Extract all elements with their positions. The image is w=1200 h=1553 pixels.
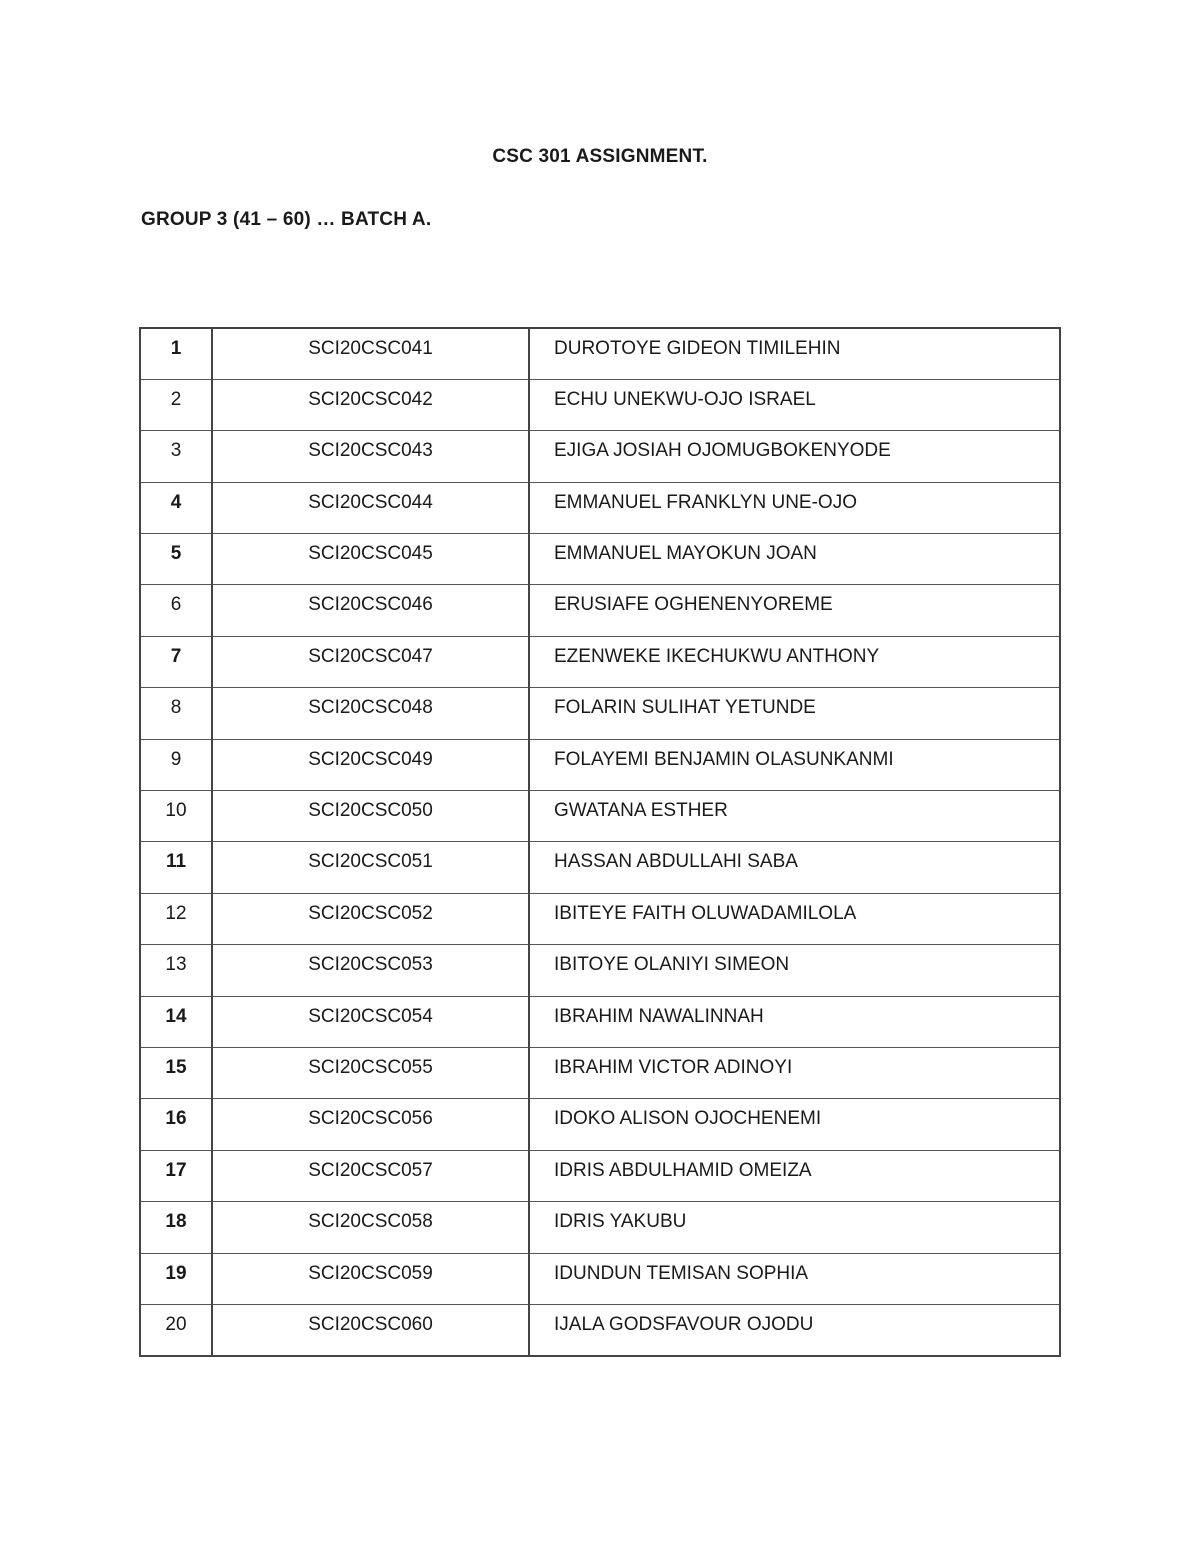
serial-number-cell bbox=[140, 996, 212, 1047]
student-name-cell bbox=[529, 431, 1060, 482]
serial-number-cell bbox=[140, 379, 212, 430]
serial-number-cell bbox=[140, 791, 212, 842]
student-name-cell bbox=[529, 1047, 1060, 1098]
student-name-text: HASSAN ABDULLAHI SABA bbox=[554, 851, 798, 873]
serial-number-cell bbox=[140, 1202, 212, 1253]
student-name-text: DUROTOYE GIDEON TIMILEHIN bbox=[554, 338, 841, 359]
student-name-text: ERUSIAFE OGHENENYOREME bbox=[554, 594, 833, 616]
student-name-cell bbox=[529, 1304, 1060, 1355]
table-row bbox=[140, 1150, 1060, 1201]
student-name-text: EZENWEKE IKECHUKWU ANTHONY bbox=[554, 645, 880, 667]
serial-number-text: 16 bbox=[165, 1108, 187, 1130]
student-name-text: IDUNDUN TEMISAN SOPHIA bbox=[554, 1262, 809, 1284]
serial-number-cell bbox=[140, 431, 212, 482]
matric-number-cell bbox=[212, 688, 529, 739]
matric-number-text: SCI20CSC041 bbox=[308, 338, 433, 359]
matric-number-cell bbox=[212, 893, 529, 944]
student-name-cell bbox=[529, 1253, 1060, 1304]
matric-number-cell bbox=[212, 1253, 529, 1304]
matric-number-cell bbox=[212, 534, 529, 585]
table-row bbox=[140, 945, 1060, 996]
serial-number-text: 15 bbox=[165, 1056, 187, 1078]
student-name-cell bbox=[529, 945, 1060, 996]
table-row bbox=[140, 1099, 1060, 1150]
serial-number-cell bbox=[140, 1047, 212, 1098]
serial-number-text: 5 bbox=[170, 543, 182, 565]
student-roster-table bbox=[139, 327, 1061, 1357]
serial-number-text: 19 bbox=[165, 1262, 187, 1284]
student-name-text: IDRIS ABDULHAMID OMEIZA bbox=[554, 1159, 812, 1181]
serial-number-cell bbox=[140, 534, 212, 585]
matric-number-cell bbox=[212, 585, 529, 636]
table-row bbox=[140, 1304, 1060, 1355]
matric-number-text: SCI20CSC056 bbox=[308, 1108, 433, 1130]
student-name-text: ECHU UNEKWU-OJO ISRAEL bbox=[554, 388, 816, 410]
matric-number-text: SCI20CSC043 bbox=[308, 440, 433, 462]
matric-number-cell bbox=[212, 431, 529, 482]
matric-number-text: SCI20CSC044 bbox=[308, 491, 433, 513]
matric-number-cell bbox=[212, 636, 529, 687]
table-row bbox=[140, 688, 1060, 739]
student-name-text: EMMANUEL FRANKLYN UNE-OJO bbox=[554, 491, 857, 513]
matric-number-text: SCI20CSC049 bbox=[308, 748, 433, 770]
matric-number-text: SCI20CSC046 bbox=[308, 594, 433, 616]
matric-number-cell bbox=[212, 1202, 529, 1253]
serial-number-cell bbox=[140, 636, 212, 687]
matric-number-text: SCI20CSC057 bbox=[308, 1159, 433, 1181]
serial-number-cell bbox=[140, 1099, 212, 1150]
table-row bbox=[140, 585, 1060, 636]
serial-number-text: 18 bbox=[165, 1211, 187, 1233]
serial-number-text: 12 bbox=[165, 902, 187, 924]
serial-number-text: 17 bbox=[165, 1159, 187, 1181]
student-name-text: IJALA GODSFAVOUR OJODU bbox=[554, 1313, 814, 1335]
table-row bbox=[140, 791, 1060, 842]
student-name-cell bbox=[529, 379, 1060, 430]
student-name-text: FOLARIN SULIHAT YETUNDE bbox=[554, 697, 816, 719]
serial-number-cell bbox=[140, 893, 212, 944]
matric-number-text: SCI20CSC054 bbox=[308, 1005, 433, 1027]
table-row bbox=[140, 739, 1060, 790]
serial-number-text: 2 bbox=[170, 388, 182, 410]
matric-number-cell bbox=[212, 996, 529, 1047]
table-row bbox=[140, 534, 1060, 585]
document-title: CSC 301 ASSIGNMENT. bbox=[492, 146, 708, 167]
matric-number-cell bbox=[212, 791, 529, 842]
student-name-cell bbox=[529, 482, 1060, 533]
matric-number-cell bbox=[212, 1150, 529, 1201]
matric-number-cell bbox=[212, 1047, 529, 1098]
roster-body bbox=[140, 328, 1060, 1356]
serial-number-text: 4 bbox=[170, 491, 182, 513]
serial-number-text: 7 bbox=[170, 645, 182, 667]
student-name-cell bbox=[529, 842, 1060, 893]
matric-number-cell bbox=[212, 842, 529, 893]
table-row bbox=[140, 379, 1060, 430]
serial-number-text: 14 bbox=[165, 1005, 187, 1027]
student-name-cell bbox=[529, 1150, 1060, 1201]
serial-number-cell bbox=[140, 945, 212, 996]
student-name-text: GWATANA ESTHER bbox=[554, 800, 728, 822]
serial-number-cell bbox=[140, 1253, 212, 1304]
table-row bbox=[140, 1202, 1060, 1253]
student-name-cell bbox=[529, 996, 1060, 1047]
serial-number-cell bbox=[140, 585, 212, 636]
student-name-cell bbox=[529, 1202, 1060, 1253]
student-name-cell bbox=[529, 688, 1060, 739]
student-name-text: IDRIS YAKUBU bbox=[554, 1211, 687, 1233]
serial-number-text: 11 bbox=[165, 851, 187, 873]
table-row bbox=[140, 636, 1060, 687]
serial-number-cell bbox=[140, 482, 212, 533]
serial-number-cell bbox=[140, 328, 212, 379]
serial-number-text: 20 bbox=[165, 1313, 187, 1335]
student-name-text: EMMANUEL MAYOKUN JOAN bbox=[554, 543, 817, 565]
matric-number-text: SCI20CSC042 bbox=[308, 388, 433, 410]
group-heading: GROUP 3 (41 – 60) … BATCH A. bbox=[141, 209, 432, 230]
table-row bbox=[140, 1253, 1060, 1304]
student-name-text: IBITEYE FAITH OLUWADAMILOLA bbox=[554, 902, 857, 924]
serial-number-cell bbox=[140, 842, 212, 893]
matric-number-cell bbox=[212, 945, 529, 996]
student-name-text: EJIGA JOSIAH OJOMUGBOKENYODE bbox=[554, 440, 891, 462]
serial-number-text: 13 bbox=[165, 954, 187, 976]
matric-number-cell bbox=[212, 328, 529, 379]
matric-number-text: SCI20CSC058 bbox=[308, 1211, 433, 1233]
table-row bbox=[140, 431, 1060, 482]
serial-number-cell bbox=[140, 739, 212, 790]
student-name-cell bbox=[529, 534, 1060, 585]
serial-number-text: 9 bbox=[170, 748, 182, 770]
student-name-text: FOLAYEMI BENJAMIN OLASUNKANMI bbox=[554, 748, 894, 770]
table-row bbox=[140, 482, 1060, 533]
serial-number-text: 10 bbox=[165, 800, 187, 822]
matric-number-cell bbox=[212, 1304, 529, 1355]
matric-number-cell bbox=[212, 482, 529, 533]
matric-number-text: SCI20CSC052 bbox=[308, 902, 433, 924]
student-name-text: IBRAHIM VICTOR ADINOYI bbox=[554, 1056, 793, 1078]
student-name-cell bbox=[529, 585, 1060, 636]
student-name-cell bbox=[529, 328, 1060, 379]
serial-number-cell bbox=[140, 1304, 212, 1355]
student-name-cell bbox=[529, 791, 1060, 842]
matric-number-text: SCI20CSC047 bbox=[308, 645, 433, 667]
serial-number-text: 3 bbox=[170, 440, 182, 462]
table-row bbox=[140, 842, 1060, 893]
student-name-cell bbox=[529, 1099, 1060, 1150]
serial-number-text: 1 bbox=[170, 338, 182, 359]
serial-number-text: 6 bbox=[170, 594, 182, 616]
student-name-text: IBITOYE OLANIYI SIMEON bbox=[554, 954, 790, 976]
matric-number-cell bbox=[212, 739, 529, 790]
matric-number-text: SCI20CSC059 bbox=[308, 1262, 433, 1284]
serial-number-cell bbox=[140, 1150, 212, 1201]
table-row bbox=[140, 893, 1060, 944]
matric-number-text: SCI20CSC050 bbox=[308, 800, 433, 822]
matric-number-text: SCI20CSC055 bbox=[308, 1056, 433, 1078]
matric-number-cell bbox=[212, 379, 529, 430]
matric-number-cell bbox=[212, 1099, 529, 1150]
matric-number-text: SCI20CSC051 bbox=[308, 851, 433, 873]
matric-number-text: SCI20CSC045 bbox=[308, 543, 433, 565]
student-name-text: IBRAHIM NAWALINNAH bbox=[554, 1005, 764, 1027]
matric-number-text: SCI20CSC048 bbox=[308, 697, 433, 719]
student-name-cell bbox=[529, 893, 1060, 944]
matric-number-text: SCI20CSC060 bbox=[308, 1313, 433, 1335]
serial-number-text: 8 bbox=[170, 697, 182, 719]
student-name-cell bbox=[529, 636, 1060, 687]
serial-number-cell bbox=[140, 688, 212, 739]
student-name-cell bbox=[529, 739, 1060, 790]
table-row bbox=[140, 328, 1060, 379]
table-row bbox=[140, 996, 1060, 1047]
matric-number-text: SCI20CSC053 bbox=[308, 954, 433, 976]
table-row bbox=[140, 1047, 1060, 1098]
student-name-text: IDOKO ALISON OJOCHENEMI bbox=[554, 1108, 822, 1130]
